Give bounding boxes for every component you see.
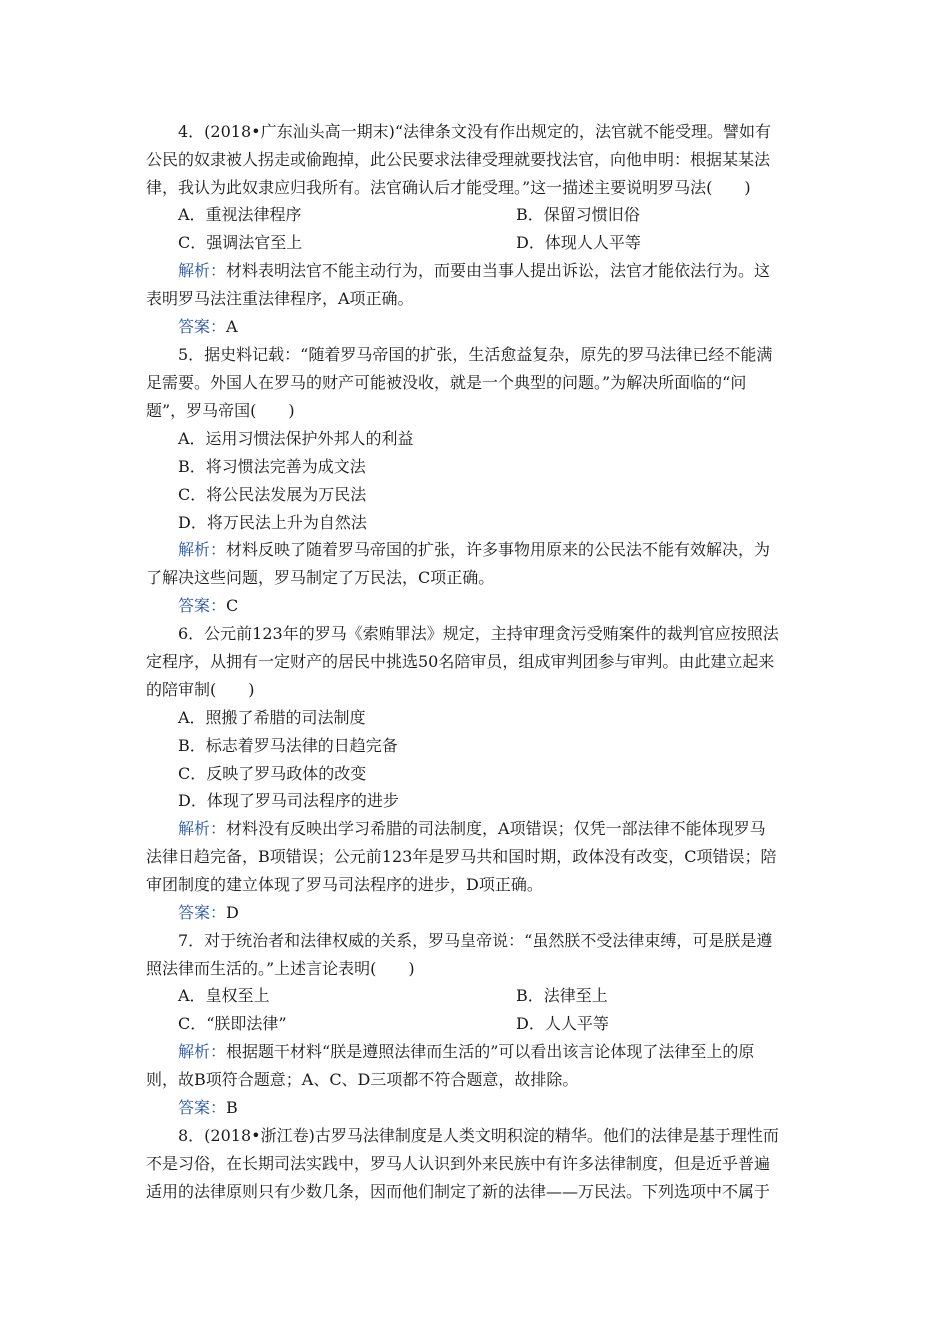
q6-stem-line-1: 6．公元前123年的罗马《索贿罪法》规定，主持审理贪污受贿案件的裁判官应按照法	[178, 624, 779, 643]
q6-option-b: B．标志着罗马法律的日趋完备	[178, 736, 398, 755]
q7-stem-line-1: 7．对于统治者和法律权威的关系，罗马皇帝说：“虽然朕不受法律束缚，可是朕是遵	[178, 931, 773, 950]
analysis-label: 解析：	[178, 540, 227, 559]
q7-stem-line-2: 照法律而生活的。”上述言论表明( )	[146, 959, 415, 978]
q8-stem-line-3: 适用的法律原则只有少数几条，因而他们制定了新的法律——万民法。下列选项中不属于	[146, 1182, 771, 1201]
q7-answer	[178, 1098, 238, 1118]
q5-stem-line-2: 足需要。外国人在罗马的财产可能被没收，就是一个典型的问题。”为解决所面临的“问	[146, 373, 747, 392]
q6-answer	[178, 903, 239, 923]
q5-analysis-line-1	[178, 540, 770, 560]
analysis-text: 材料反映了随着罗马帝国的扩张，许多事物用原来的公民法不能有效解决，为	[226, 540, 771, 559]
q4-option-a: A．重视法律程序	[178, 205, 302, 224]
q7-analysis-line-2: 则，故B项符合题意；A、C、D三项都不符合题意，故排除。	[146, 1070, 579, 1089]
q7-option-c: C．“朕即法律”	[178, 1014, 287, 1033]
q8-stem-line-1: 8．(2018•浙江卷)古罗马法律制度是人类文明积淀的精华。他们的法律是基于理性而	[178, 1126, 779, 1145]
q5-option-d: D．将万民法上升为自然法	[178, 513, 367, 532]
answer-value: C	[226, 596, 239, 615]
q5-answer	[178, 596, 238, 616]
analysis-text: 根据题干材料“朕是遵照法律而生活的”可以看出该言论体现了法律至上的原	[226, 1042, 755, 1061]
analysis-label: 解析：	[178, 819, 227, 838]
q5-option-c: C．将公民法发展为万民法	[178, 485, 367, 504]
q7-option-d: D．人人平等	[516, 1014, 609, 1033]
q8-stem-line-2: 不是习俗，在长期司法实践中，罗马人认识到外来民族中有许多法律制度，但是近乎普遍	[146, 1154, 771, 1173]
q5-option-b: B．将习惯法完善为成文法	[178, 457, 366, 476]
q7-option-a: A．皇权至上	[178, 986, 270, 1005]
q5-option-a: A．运用习惯法保护外邦人的利益	[178, 429, 414, 448]
q4-analysis-line-1	[178, 261, 770, 281]
answer-value: D	[226, 903, 239, 922]
q5-analysis-line-2: 了解决这些问题，罗马制定了万民法，C项正确。	[146, 568, 495, 587]
q6-option-c: C．反映了罗马政体的改变	[178, 764, 367, 783]
q4-option-b: B．保留习惯旧俗	[516, 205, 640, 224]
q4-option-d: D．体现人人平等	[516, 233, 641, 252]
analysis-text: 材料表明法官不能主动行为，而要由当事人提出诉讼，法官才能依法行为。这	[226, 261, 771, 280]
analysis-text: 材料没有反映出学习希腊的司法制度，A项错误；仅凭一部法律不能体现罗马	[226, 819, 766, 838]
q5-stem-line-3: 题”，罗马帝国( )	[146, 401, 295, 420]
q6-option-d: D．体现了罗马司法程序的进步	[178, 791, 399, 810]
q6-analysis-line-3: 审团制度的建立体现了罗马司法程序的进步，D项正确。	[146, 875, 543, 894]
q4-stem-line-3: 律，我认为此奴隶应归我所有。法官确认后才能受理。”这一描述主要说明罗马法( )	[146, 178, 751, 197]
answer-value: B	[226, 1098, 238, 1117]
analysis-label: 解析：	[178, 261, 227, 280]
q6-analysis-line-2: 法律日趋完备，B项错误；公元前123年是罗马共和国时期，政体没有改变，C项错误；陪	[146, 847, 777, 866]
q7-analysis-line-1	[178, 1042, 754, 1062]
q5-stem-line-1: 5．据史料记载：“随着罗马帝国的扩张，生活愈益复杂，原先的罗马法律已经不能满	[178, 345, 773, 364]
answer-label: 答案：	[178, 317, 227, 336]
q4-analysis-line-2: 表明罗马法注重法律程序，A项正确。	[146, 289, 414, 308]
q7-option-b: B．法律至上	[516, 986, 608, 1005]
q6-analysis-line-1	[178, 819, 766, 839]
answer-value: A	[226, 317, 238, 336]
q6-stem-line-3: 的陪审制( )	[146, 680, 255, 699]
answer-label: 答案：	[178, 903, 227, 922]
analysis-label: 解析：	[178, 1042, 227, 1061]
answer-label: 答案：	[178, 596, 227, 615]
answer-label: 答案：	[178, 1098, 227, 1117]
q4-option-c: C．强调法官至上	[178, 233, 303, 252]
q4-stem-line-1: 4．(2018•广东汕头高一期末)“法律条文没有作出规定的，法官就不能受理。譬如有	[178, 122, 772, 141]
q6-option-a: A．照搬了希腊的司法制度	[178, 708, 366, 727]
q6-stem-line-2: 定程序，从拥有一定财产的居民中挑选50名陪审员，组成审判团参与审判。由此建立起来	[146, 652, 775, 671]
q4-stem-line-2: 公民的奴隶被人拐走或偷跑掉，此公民要求法律受理就要找法官，向他申明：根据某某法	[146, 150, 771, 169]
q4-answer	[178, 317, 238, 337]
